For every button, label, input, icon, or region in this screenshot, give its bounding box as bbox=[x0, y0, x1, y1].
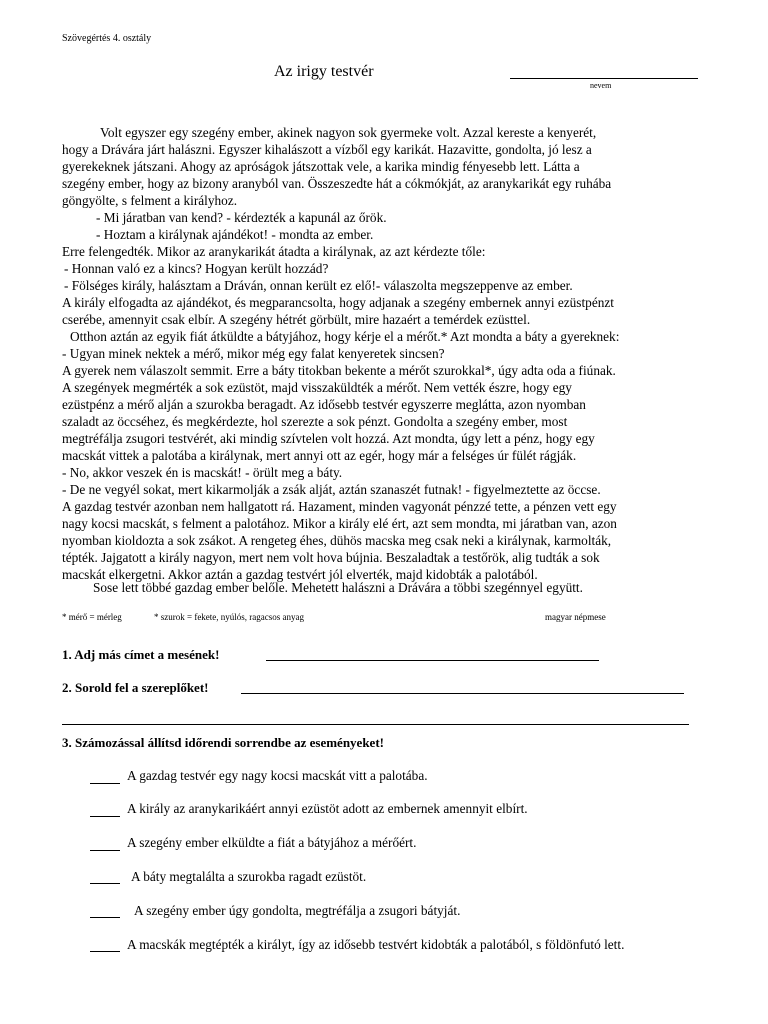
story-line: megtréfálja zsugori testvérét, aki mindig szívtelen volt hozzá. Azt mondta, úgy lett a pénz, hogy egy bbox=[62, 431, 595, 446]
story-line: göngyölte, s felment a királyhoz. bbox=[62, 193, 238, 208]
story-line: - Mi járatban van kend? - kérdezték a kapunál az őrök. bbox=[96, 210, 387, 225]
answer-2-line-continued[interactable] bbox=[62, 724, 689, 725]
event-item: A király az aranykarikáért annyi ezüstöt adott az embernek amennyit elbírt. bbox=[127, 801, 528, 816]
event-number-blank[interactable] bbox=[90, 816, 120, 817]
answer-1-line[interactable] bbox=[266, 660, 599, 661]
story-line: - Honnan való ez a kincs? Hogyan került hozzád? bbox=[64, 261, 329, 276]
question-2-label: 2. Sorold fel a szereplőket! bbox=[62, 680, 209, 695]
footnote-mero: * mérő = mérleg bbox=[62, 612, 122, 622]
question-3: 3. Számozással állítsd időrendi sorrendbe az eseményeket! bbox=[62, 735, 384, 750]
answer-2-line[interactable] bbox=[241, 693, 684, 694]
story-line: ezüstpénz a mérő alján a szurokba beragadt. Az idősebb testvér egyszerre meglátta, azon nyomban bbox=[62, 397, 586, 412]
story-line: A király elfogadta az ajándékot, és megparancsolta, hogy adjanak a szegény embernek annyi ezüstpénzt bbox=[62, 295, 614, 310]
story-line: tépték. Jajgatott a király nagyon, mert nem volt hova bújnia. Beszaladtak a testőrök, alig tudták a sok bbox=[62, 550, 600, 565]
footnote-szurok: * szurok = fekete, nyúlós, ragacsos anyag bbox=[154, 612, 305, 622]
event-number-blank[interactable] bbox=[90, 951, 120, 952]
event-number-blank[interactable] bbox=[90, 883, 120, 884]
story-line: cserébe, amennyit csak elbír. A szegény hétrét görbült, mire hazaért a temérdek ezüsttel. bbox=[62, 312, 531, 327]
story-line: nagy kocsi macskát, s felment a palotához. Mikor a király elé ért, azt sem mondta, mi járatban van, azon bbox=[62, 516, 617, 531]
story-line: hogy a Drávára járt halászni. Egyszer kihalászott a vízből egy karikát. Hazavitte, gondolta, jó lesz a bbox=[62, 142, 592, 157]
story-line: Volt egyszer egy szegény ember, akinek nagyon sok gyermeke volt. Azzal kereste a kenyerét, bbox=[100, 125, 597, 140]
story-line: macskát vittek a palotába a királynak, mert annyi ott az egér, hogy már a felséges úr fülét rágják. bbox=[62, 448, 577, 463]
question-2 bbox=[62, 680, 208, 696]
story-line: szegény ember, hogy az bizony aranyból van. Összeszedte hát a cókmókját, az aranykarikát egy ruhába bbox=[62, 176, 612, 191]
story-line: macskát elkergetni. Akkor aztán a gazdag testvért jól elverték, majd kidobták a palotából. bbox=[62, 567, 538, 582]
event-number-blank[interactable] bbox=[90, 850, 120, 851]
event-item: A gazdag testvér egy nagy kocsi macskát vitt a palotába. bbox=[127, 768, 428, 783]
event-number-blank[interactable] bbox=[90, 783, 120, 784]
story-line: - Ugyan minek nektek a mérő, mikor még egy falat kenyeretek sincsen? bbox=[62, 346, 445, 361]
question-1-label: 1. Adj más címet a mesének! bbox=[62, 647, 220, 662]
worksheet-header: Szövegértés 4. osztály bbox=[62, 33, 152, 44]
story-line: Sose lett többé gazdag ember belőle. Mehetett halászni a Drávára a többi szegénnyel együtt. bbox=[93, 580, 583, 595]
story-line: - Hoztam a királynak ajándékot! - mondta az ember. bbox=[96, 227, 374, 242]
name-input-line[interactable] bbox=[510, 78, 698, 79]
event-number-blank[interactable] bbox=[90, 917, 120, 918]
story-line: - No, akkor veszek én is macskát! - örült meg a báty. bbox=[62, 465, 343, 480]
event-item: A szegény ember elküldte a fiát a bátyjához a mérőért. bbox=[127, 835, 417, 850]
story-title: Az irigy testvér bbox=[274, 63, 374, 80]
story-line: Otthon aztán az egyik fiát átküldte a bátyjához, hogy kérje el a mérőt.* Azt mondta a báty a gyereknek: bbox=[70, 329, 620, 344]
story-line: - De ne vegyél sokat, mert kikarmolják a zsák alját, aztán szanaszét futnak! - figyelmeztette az öccse. bbox=[62, 482, 601, 497]
story-line: szaladt az öccséhez, és megkérdezte, hol szerezte a sok pénzt. Gondolta a szegény ember, most bbox=[62, 414, 568, 429]
story-line: nyomban kioldozta a sok zsákot. A rengeteg éhes, dühös macska meg csak neki a királynak, karmolták, bbox=[62, 533, 612, 548]
event-item: A macskák megtépték a királyt, így az idősebb testvért kidobták a palotából, s földönfutó lett. bbox=[127, 937, 625, 952]
story-source: magyar népmese bbox=[545, 612, 606, 622]
question-1 bbox=[62, 647, 219, 663]
event-item: A szegény ember úgy gondolta, megtréfálja a zsugori bátyját. bbox=[134, 903, 461, 918]
name-label: nevem bbox=[590, 81, 612, 90]
story-line: - Fölséges király, halásztam a Dráván, onnan került ez elő!- válaszolta megszeppenve az ember. bbox=[64, 278, 573, 293]
story-line: A szegények megmérték a sok ezüstöt, majd visszaküldték a mérőt. Nem vették észre, hogy egy bbox=[62, 380, 572, 395]
story-line: A gyerek nem válaszolt semmit. Erre a báty titokban bekente a mérőt szurokkal*, úgy adta oda a fiúnak. bbox=[62, 363, 616, 378]
story-line: Erre felengedték. Mikor az aranykarikát átadta a királynak, az azt kérdezte tőle: bbox=[62, 244, 486, 259]
story-line: gyerekeknek játszani. Ahogy az apróságok játszottak vele, a karika mindig fényesebb lett. Látta a bbox=[62, 159, 580, 174]
story-line: A gazdag testvér azonban nem hallgatott rá. Hazament, minden vagyonát pénzzé tette, a pénzen vett egy bbox=[62, 499, 617, 514]
event-item: A báty megtalálta a szurokba ragadt ezüstöt. bbox=[131, 869, 367, 884]
